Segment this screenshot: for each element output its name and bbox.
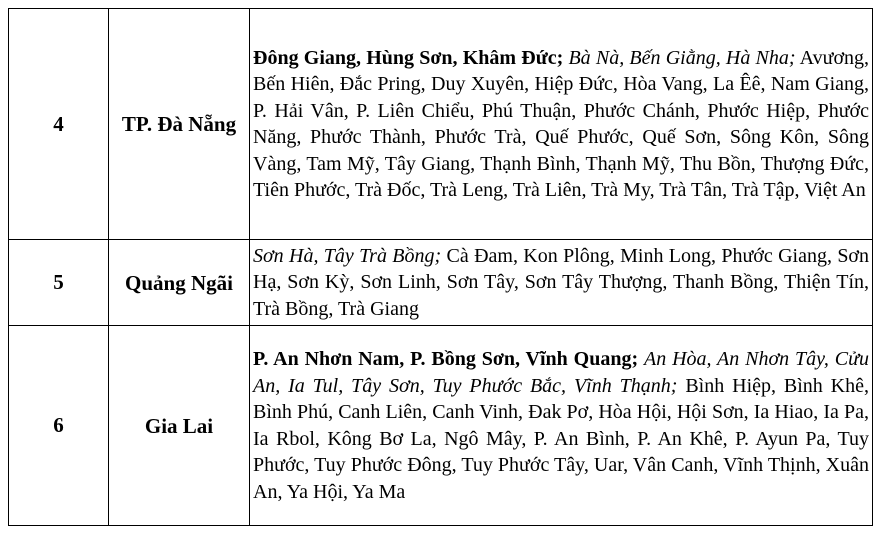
province-name: TP. Đà Nẵng [109,9,250,240]
bold-communes: P. An Nhơn Nam, P. Bồng Sơn, Vĩnh Quang; [253,348,639,370]
table-row [9,326,873,526]
province-name: Quảng Ngãi [109,240,250,326]
italic-communes: An Hòa, An Nhơn Tây, Cửu An, Ia Tul, Tây Sơn, Tuy Phước Bắc, Vĩnh Thạnh; [253,348,869,397]
plain-communes: Bình Hiệp, Bình Khê, Bình Phú, Canh Liên, Canh Vinh, Đak Pơ, Hòa Hội, Hội Sơn, Ia Hiao, Ia Pa, Ia Rbol, Kông Bơ La, Ngô Mây, P. An Bình, P. An Khê, P. Ayun Pa, Tuy Phước, Tuy Phước Đông, Tuy Phước Tây, Uar, Vân Canh, Vĩnh Thịnh, Xuân An, Ya Hội, Ya Ma [253,374,870,503]
commune-table [8,8,873,526]
commune-list [250,9,873,240]
table-row [9,9,873,240]
row-number: 5 [9,240,109,326]
commune-list [250,326,873,526]
row-number: 4 [9,9,109,240]
row-number: 6 [9,326,109,526]
italic-communes: Bà Nà, Bến Giằng, Hà Nha; [568,46,796,69]
bold-communes: Đông Giang, Hùng Sơn, Khâm Đức; [253,46,564,69]
plain-communes: Cà Đam, Kon Plông, Minh Long, Phước Giang, Sơn Hạ, Sơn Kỳ, Sơn Linh, Sơn Tây, Sơn Tây Thượng, Thanh Bồng, Thiện Tín, Trà Bồng, Trà Giang [253,244,870,320]
table-row [9,240,873,326]
italic-communes: Sơn Hà, Tây Trà Bồng; [253,244,442,267]
province-name: Gia Lai [109,326,250,526]
commune-list [250,240,873,326]
plain-communes: Avương, Bến Hiên, Đắc Pring, Duy Xuyên, Hiệp Đức, Hòa Vang, La Êê, Nam Giang, P. Hải Vân, P. Liên Chiểu, Phú Thuận, Phước Chánh, Phước Hiệp, Phước Năng, Phước Thành, Phước Trà, Quế Phước, Quế Sơn, Sông Kôn, Sông Vàng, Tam Mỹ, Tây Giang, Thạnh Bình, Thạnh Mỹ, Thu Bồn, Thượng Đức, Tiên Phước, Trà Đốc, Trà Leng, Trà Liên, Trà My, Trà Tân, Trà Tập, Việt An [253,46,870,201]
